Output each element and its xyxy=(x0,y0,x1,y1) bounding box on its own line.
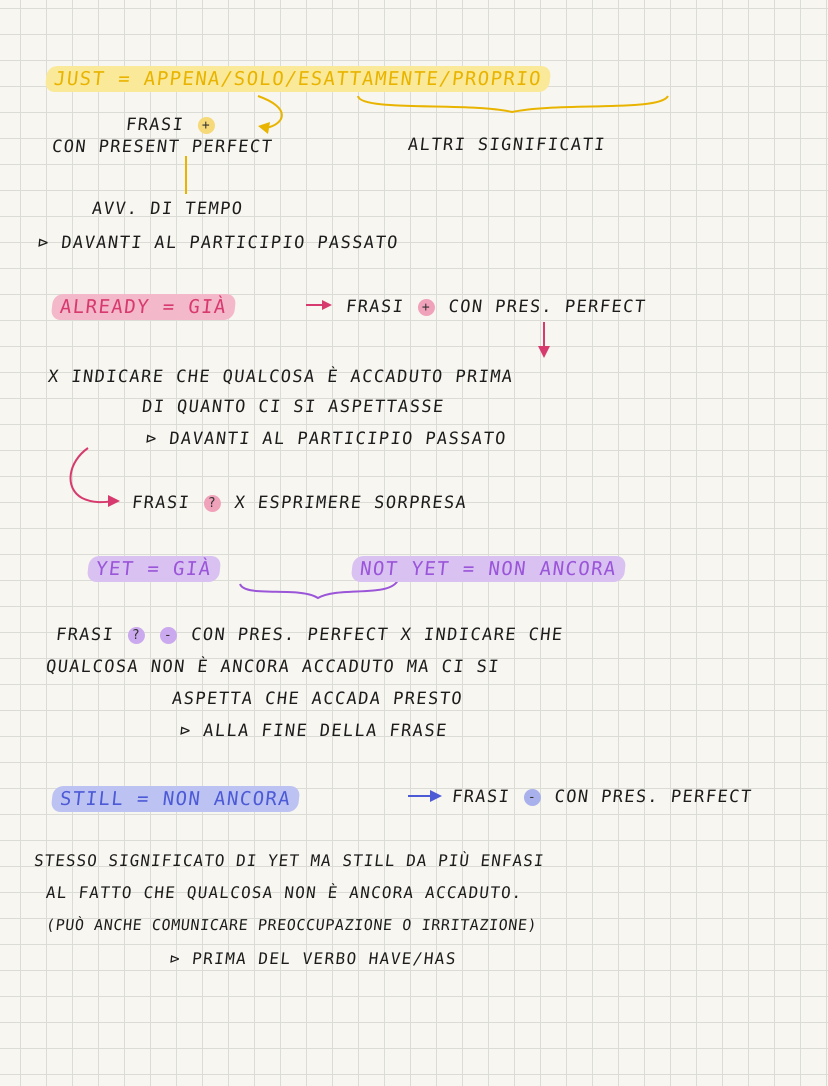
yet-line1 xyxy=(55,624,565,646)
still-line4 xyxy=(169,948,458,970)
already-frasi-b: CON PRES. PERFECT xyxy=(447,297,648,317)
plus-icon: + xyxy=(198,117,215,134)
just-title: JUST = APPENA/SOLO/ESATTAMENTE/PROPRIO xyxy=(45,66,552,92)
already-line3 xyxy=(145,428,508,450)
yet-line4-text: ALLA FINE DELLA FRASE xyxy=(202,721,449,741)
already-frasi-line xyxy=(345,296,648,318)
pink-arrowhead xyxy=(322,300,332,310)
already-line3-text: DAVANTI AL PARTICIPIO PASSATO xyxy=(168,429,508,449)
still-line3: (PUÒ ANCHE COMUNICARE PREOCCUPAZIONE O IRRITAZIONE) xyxy=(45,916,539,934)
minus-icon: - xyxy=(160,627,177,644)
still-frasi-line xyxy=(451,786,754,808)
arrow-right-icon: ⊳ xyxy=(144,429,171,449)
yellow-curved-arrow xyxy=(258,96,282,128)
still-frasi-b: CON PRES. PERFECT xyxy=(553,787,754,807)
arrow-right-icon: ⊳ xyxy=(36,233,63,253)
already-question-line xyxy=(131,492,468,514)
just-present-perfect: CON PRESENT PERFECT xyxy=(50,137,275,157)
not-yet-title: NOT YET = NON ANCORA xyxy=(351,556,627,582)
pink-down-arrowhead xyxy=(538,346,550,358)
minus-icon: - xyxy=(524,789,541,806)
question-icon: ? xyxy=(204,495,221,512)
yellow-brace xyxy=(358,96,668,112)
yet-line1-rest: CON PRES. PERFECT X INDICARE CHE xyxy=(190,625,565,645)
blue-arrowhead xyxy=(430,790,442,802)
yet-line3: ASPETTA CHE ACCADA PRESTO xyxy=(170,689,464,709)
just-altri-significati: ALTRI SIGNIFICATI xyxy=(406,135,607,155)
already-frasi-a: FRASI xyxy=(344,297,406,317)
just-davanti-text: DAVANTI AL PARTICIPIO PASSATO xyxy=(60,233,400,253)
already-title: ALREADY = GIÀ xyxy=(51,294,237,320)
just-avv: AVV. DI TEMPO xyxy=(90,199,245,219)
still-line2: AL FATTO CHE QUALCOSA NON È ANCORA ACCADUTO. xyxy=(45,883,524,902)
just-frasi-label xyxy=(125,114,218,136)
still-title: STILL = NON ANCORA xyxy=(51,786,301,812)
already-line2: DI QUANTO CI SI ASPETTASSE xyxy=(140,397,446,417)
arrow-right-icon: ⊳ xyxy=(169,949,194,968)
yet-line4 xyxy=(179,720,449,742)
already-line1: X INDICARE CHE QUALCOSA È ACCADUTO PRIMA xyxy=(46,367,515,387)
already-q-rest: X ESPRIMERE SORPRESA xyxy=(233,493,469,513)
still-line1: STESSO SIGNIFICATO DI YET MA STILL DA PIÙ ENFASI xyxy=(33,851,546,870)
arrow-right-icon: ⊳ xyxy=(178,721,205,741)
just-davanti xyxy=(37,232,400,254)
yet-line2: QUALCOSA NON È ANCORA ACCADUTO MA CI SI xyxy=(44,657,501,677)
yet-title: YET = GIÀ xyxy=(87,556,221,582)
pink-curve-arrowhead xyxy=(108,495,120,507)
question-icon: ? xyxy=(128,627,145,644)
plus-icon: + xyxy=(418,299,435,316)
still-line4-text: PRIMA DEL VERBO HAVE/HAS xyxy=(191,949,458,968)
just-frasi-a: FRASI xyxy=(124,115,186,135)
yet-frasi: FRASI xyxy=(54,625,116,645)
purple-brace xyxy=(240,580,398,598)
still-frasi: FRASI xyxy=(450,787,512,807)
yellow-arrowhead xyxy=(258,122,270,134)
pink-curved-arrow xyxy=(71,448,114,502)
already-q-frasi: FRASI xyxy=(130,493,192,513)
